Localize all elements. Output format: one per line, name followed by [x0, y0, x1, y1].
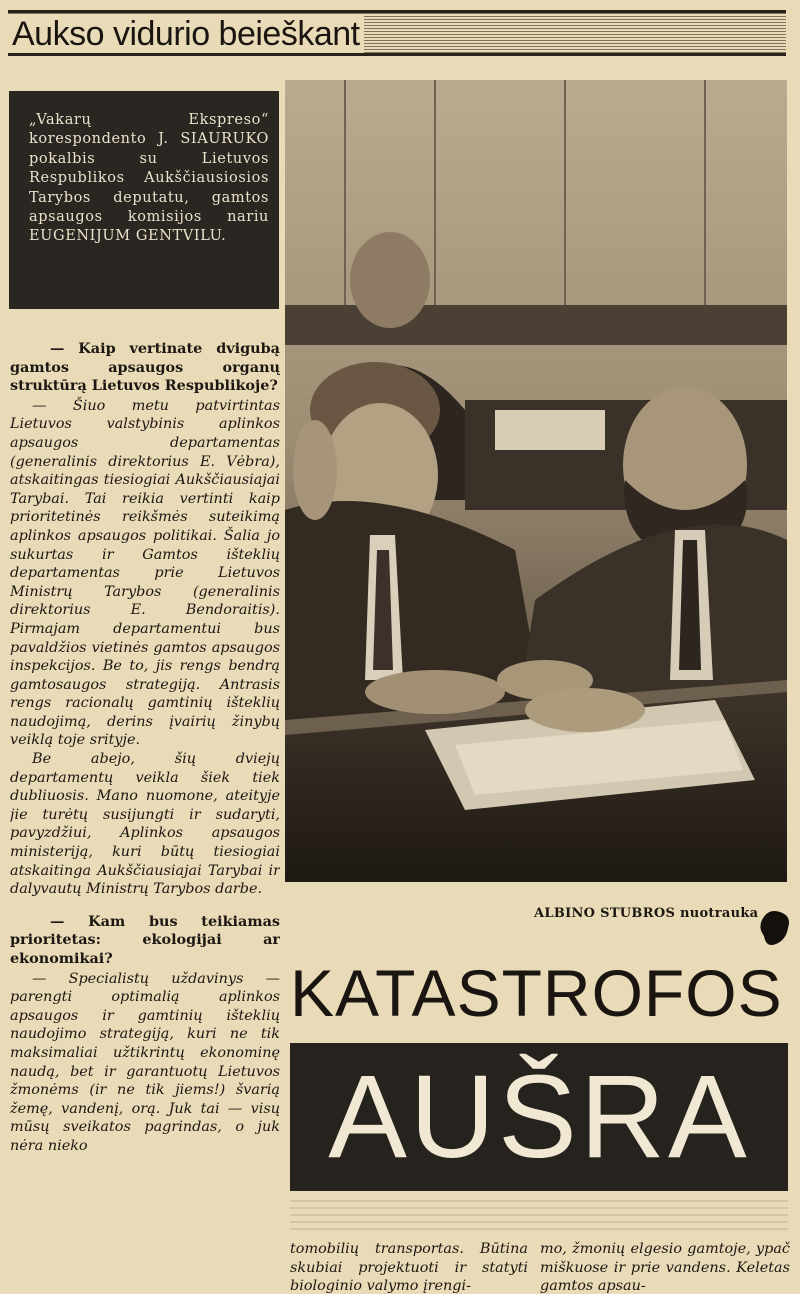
- headline-line-1: KATASTROFOS: [290, 956, 783, 1030]
- section-header: [8, 10, 786, 56]
- interview-column: [10, 340, 280, 1294]
- section-title: Aukso vidurio beieškant: [8, 15, 364, 53]
- intro-box: „Vakarų Ekspreso“ korespondento J. SIAURUKO pokalbis su Lietuvos Respublikos Aukščiausiosios Tarybos deputatu, gamtos apsaugos komisijos nariu EUGENIJUM GENTVILU.: [9, 91, 279, 309]
- news-photo: [285, 80, 787, 882]
- question-2: — Kam bus teikiamas prioritetas: ekologijai ar ekonomikai?: [10, 912, 280, 967]
- continuation-column-right: mo, žmonių elgesio gamtoje, ypač miškuose ir prie vandens. Keletas gamtos apsau-: [540, 1241, 790, 1294]
- headline-band: [290, 1043, 788, 1191]
- answer-2: — Specialistų uždavinys — parengti optimalią aplinkos apsaugos ir gamtinių išteklių naudojimo strategiją, kuri ne tik maksimaliai užtikrintų ekonominę naudą, bet ir garantuotų Lietuvos žmonėms (ir ne tik jiems!) švarią žemę, vandenį, orą. Juk tai — visų mūsų sveikatos pagrindas, o juk nėra nieko: [10, 970, 280, 1154]
- headline-line-2: AUŠRA: [328, 1051, 750, 1183]
- question-1: — Kaip vertinate dvigubą gamtos apsaugos organų struktūrą Lietuvos Respublikoje?: [10, 340, 280, 395]
- continuation-column-middle: tomobilių transportas. Būtina skubiai projektuoti ir statyti biologinio valymo įrengi-: [290, 1241, 528, 1294]
- photo-illustration: [285, 80, 787, 882]
- answer-1-paragraph-1: — Šiuo metu patvirtintas Lietuvos valstybinis aplinkos apsaugos departamentas (generalinis direktorius E. Vėbra), atskaitingas tiesiogiai Aukščiausiajai Tarybai. Tai reikia vertinti kaip prioritetinės reikšmės suteikimą aplinkos apsaugos politikai. Šalia jo sukurtas ir Gamtos išteklių departamentas prie Lietuvos Ministrų Tarybos (generalinis direktorius E. Bendoraitis). Pirmajam departamentui bus pavaldžios vietinės gamtos apsaugos inspekcijos. Be to, jis rengs bendrą gamtosaugos strategiją. Antrasis rengs racionalų gamtinių išteklių naudojimą, derins įvairių žinybų veiklą toje srityje.: [10, 397, 280, 749]
- answer-1-paragraph-2: Be abejo, šių dviejų departamentų veikla šiek tiek dubliuosis. Mano nuomone, ateityje jie turėtų susijungti ir sudaryti, pavyzdžiui, Aplinkos apsaugos ministeriją, kuri būtų tiesiogiai atskaitinga Aukščiausiajai Tarybai ir dalyvautų Ministrų Tarybos darbe.: [10, 751, 280, 898]
- photo-credit: ALBINO STUBROS nuotrauka: [534, 906, 759, 921]
- print-bleed-through: [290, 1196, 788, 1230]
- ink-blot-mark: [758, 906, 794, 950]
